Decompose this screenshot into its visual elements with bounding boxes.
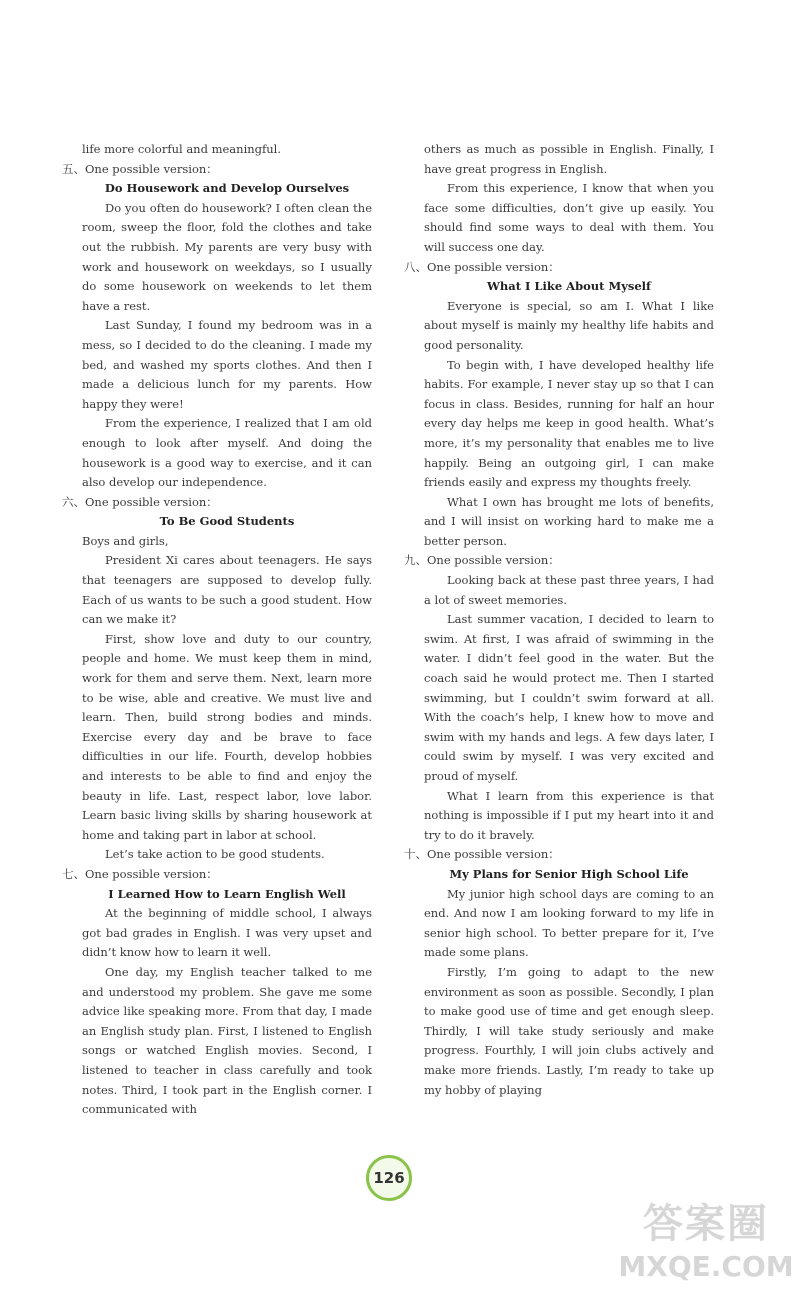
right-column — [404, 140, 714, 1100]
paragraph: At the beginning of middle school, I always got bad grades in English. I was very upset and didn’t know how to learn it well. — [82, 906, 372, 960]
section-label-5: 五、One possible version： — [62, 161, 218, 176]
essay-title-5: Do Housework and Develop Ourselves — [104, 181, 350, 196]
paragraph: What I learn from this experience is that nothing is impossible if I put my heart into it and try to do it bravely. — [424, 788, 714, 842]
essay-title-8: What I Like About Myself — [487, 279, 651, 294]
paragraph: What I own has brought me lots of benefits, and I will insist on working hard to make me a better person. — [424, 494, 714, 548]
essay-title-6: To Be Good Students — [159, 514, 295, 529]
paragraph: Looking back at these past three years, I had a lot of sweet memories. — [424, 573, 714, 607]
section-label-6: 六、One possible version： — [62, 494, 218, 509]
paragraph: President Xi cares about teenagers. He says that teenagers are supposed to develop fully. Each of us wants to be such a good student. How can we make it? — [82, 553, 372, 627]
section-label-9: 九、One possible version： — [404, 553, 560, 568]
page-number: 126 — [366, 1155, 412, 1201]
section-label-7: 七、One possible version： — [62, 866, 218, 881]
paragraph: From the experience, I realized that I am old enough to look after myself. And doing the housework is a good way to exercise, and it can also develop our independence. — [82, 416, 372, 490]
continued-text: others as much as possible in English. Finally, I have great progress in English. — [424, 142, 714, 176]
watermark-url: MXQE.COM — [618, 1250, 794, 1283]
paragraph: Everyone is special, so am I. What I like about myself is mainly my healthy life habits and good personality. — [424, 298, 714, 352]
paragraph: My junior high school days are coming to an end. And now I am looking forward to my life in senior high school. To better prepare for it, I’ve made some plans. — [424, 886, 714, 960]
paragraph: One day, my English teacher talked to me and understood my problem. She gave me some advice like speaking more. From that day, I made an English study plan. First, I listened to English songs or watched English movies. Second, I listened to teacher in class carefully and took notes. Third, I took part in the English corner. I communicated with — [82, 964, 372, 1117]
site-watermark — [612, 1198, 800, 1292]
paragraph: Last summer vacation, I decided to learn to swim. At first, I was afraid of swimming in the water. I didn’t feel good in the water. But the coach said he would protect me. Then I started swimming, but I couldn’t swim forward at all. With the coach’s help, I knew how to move and swim with my hands and legs. A few days later, I could swim by myself. I was very excited and proud of myself. — [424, 612, 714, 783]
greeting: Boys and girls, — [82, 533, 169, 548]
paragraph: First, show love and duty to our country, people and home. We must keep them in mind, work for them and serve them. Next, learn more to be wise, able and creative. We must live and learn. Then, build strong bodies and minds. Exercise every day and be brave to face difficulties in our life. Fourth, develop hobbies and interests to be able to find and enjoy the beauty in life. Last, respect labor, love labor. Learn basic living skills by sharing housework at home and taking part in labor at school. — [82, 631, 372, 842]
paragraph: Do you often do housework? I often clean the room, sweep the floor, fold the clothes and take out the rubbish. My parents are very busy with work and housework on weekdays, so I usually do some housework on weekends to let them have a rest. — [82, 200, 372, 313]
essay-title-10: My Plans for Senior High School Life — [449, 866, 689, 881]
continued-text: life more colorful and meaningful. — [82, 142, 282, 156]
section-label-10: 十、One possible version： — [404, 847, 560, 862]
paragraph: Firstly, I’m going to adapt to the new environment as soon as possible. Secondly, I plan to make good use of time and get enough sleep. Thirdly, I will take study seriously and make progress. Fourthly, I will join clubs actively and make more friends. Lastly, I’m ready to take up my hobby of playing — [424, 964, 714, 1097]
paragraph: Last Sunday, I found my bedroom was in a mess, so I decided to do the cleaning. I made my bed, and washed my sports clothes. And then I made a delicious lunch for my parents. How happy they were! — [82, 318, 372, 411]
paragraph: To begin with, I have developed healthy life habits. For example, I never stay up so that I can focus in class. Besides, running for half an hour every day helps me keep in good health. What’s more, it’s my personality that enables me to live happily. Being an outgoing girl, I can make friends easily and express my thoughts freely. — [424, 357, 714, 490]
paragraph: Let’s take action to be good students. — [105, 847, 325, 862]
left-column — [62, 140, 372, 1120]
watermark-logo-text: 答案圈 — [643, 1201, 769, 1247]
section-label-8: 八、One possible version： — [404, 259, 560, 274]
paragraph: From this experience, I know that when you face some difficulties, don’t give up easily. You should find some ways to deal with them. You will success one day. — [424, 181, 714, 254]
essay-title-7: I Learned How to Learn English Well — [108, 886, 346, 901]
